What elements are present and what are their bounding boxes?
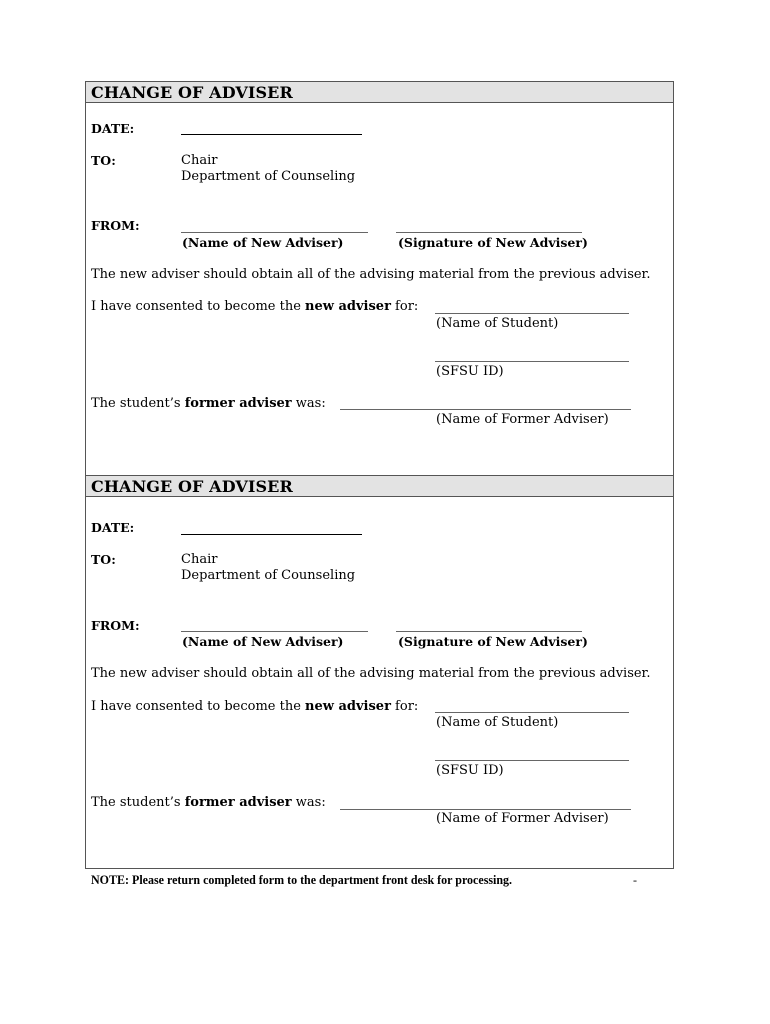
consent-statement <box>91 299 418 315</box>
from-label: FROM: <box>91 218 140 233</box>
form-title-bar <box>86 82 673 103</box>
former-suffix: was: <box>291 795 326 810</box>
date-label: DATE: <box>91 520 135 535</box>
new-adviser-name-field[interactable] <box>181 631 368 632</box>
instruction-text: The new adviser should obtain all of the advising material from the previous adviser. <box>91 666 651 681</box>
new-adviser-signature-field[interactable] <box>396 631 582 632</box>
sfsu-id-field[interactable] <box>435 760 629 761</box>
new-adviser-name-caption: (Name of New Adviser) <box>182 634 344 649</box>
former-bold: former adviser <box>184 795 292 810</box>
from-label: FROM: <box>91 618 140 633</box>
date-field[interactable] <box>181 134 362 135</box>
sfsu-id-caption: (SFSU ID) <box>436 364 504 379</box>
instruction-text: The new adviser should obtain all of the advising material from the previous adviser. <box>91 267 651 282</box>
date-label: DATE: <box>91 121 135 136</box>
student-name-caption: (Name of Student) <box>436 316 559 331</box>
to-recipient-department: Department of Counseling <box>181 169 356 184</box>
sfsu-id-caption: (SFSU ID) <box>436 763 504 778</box>
former-adviser-caption: (Name of Former Adviser) <box>436 412 609 427</box>
former-adviser-statement <box>91 795 326 811</box>
former-prefix: The student’s <box>91 795 185 810</box>
sfsu-id-field[interactable] <box>435 361 629 362</box>
new-adviser-signature-field[interactable] <box>396 232 582 233</box>
new-adviser-name-field[interactable] <box>181 232 368 233</box>
date-field[interactable] <box>181 534 362 535</box>
consent-bold: new adviser <box>305 299 391 314</box>
form-title: CHANGE OF ADVISER <box>91 83 293 102</box>
former-suffix: was: <box>291 396 326 411</box>
former-adviser-field[interactable] <box>340 409 631 410</box>
new-adviser-name-caption: (Name of New Adviser) <box>182 235 344 250</box>
consent-suffix: for: <box>390 699 419 714</box>
to-recipient-title: Chair <box>181 153 218 168</box>
to-label: TO: <box>91 552 116 567</box>
consent-prefix: I have consented to become the <box>91 299 306 314</box>
consent-statement <box>91 699 418 715</box>
new-adviser-signature-caption: (Signature of New Adviser) <box>398 634 588 649</box>
to-recipient-department: Department of Counseling <box>181 568 356 583</box>
new-adviser-signature-caption: (Signature of New Adviser) <box>398 235 588 250</box>
form-title: CHANGE OF ADVISER <box>91 477 293 496</box>
student-name-caption: (Name of Student) <box>436 715 559 730</box>
trailing-dash: - <box>633 873 637 887</box>
former-bold: former adviser <box>184 396 292 411</box>
former-adviser-field[interactable] <box>340 809 631 810</box>
consent-bold: new adviser <box>305 699 391 714</box>
to-label: TO: <box>91 153 116 168</box>
former-adviser-statement <box>91 396 326 412</box>
consent-prefix: I have consented to become the <box>91 699 306 714</box>
return-note: NOTE: Please return completed form to the department front desk for processing. <box>91 873 513 887</box>
form-title-bar <box>86 476 673 497</box>
former-prefix: The student’s <box>91 396 185 411</box>
consent-suffix: for: <box>390 299 419 314</box>
former-adviser-caption: (Name of Former Adviser) <box>436 811 609 826</box>
to-recipient-title: Chair <box>181 552 218 567</box>
student-name-field[interactable] <box>435 712 629 713</box>
student-name-field[interactable] <box>435 313 629 314</box>
